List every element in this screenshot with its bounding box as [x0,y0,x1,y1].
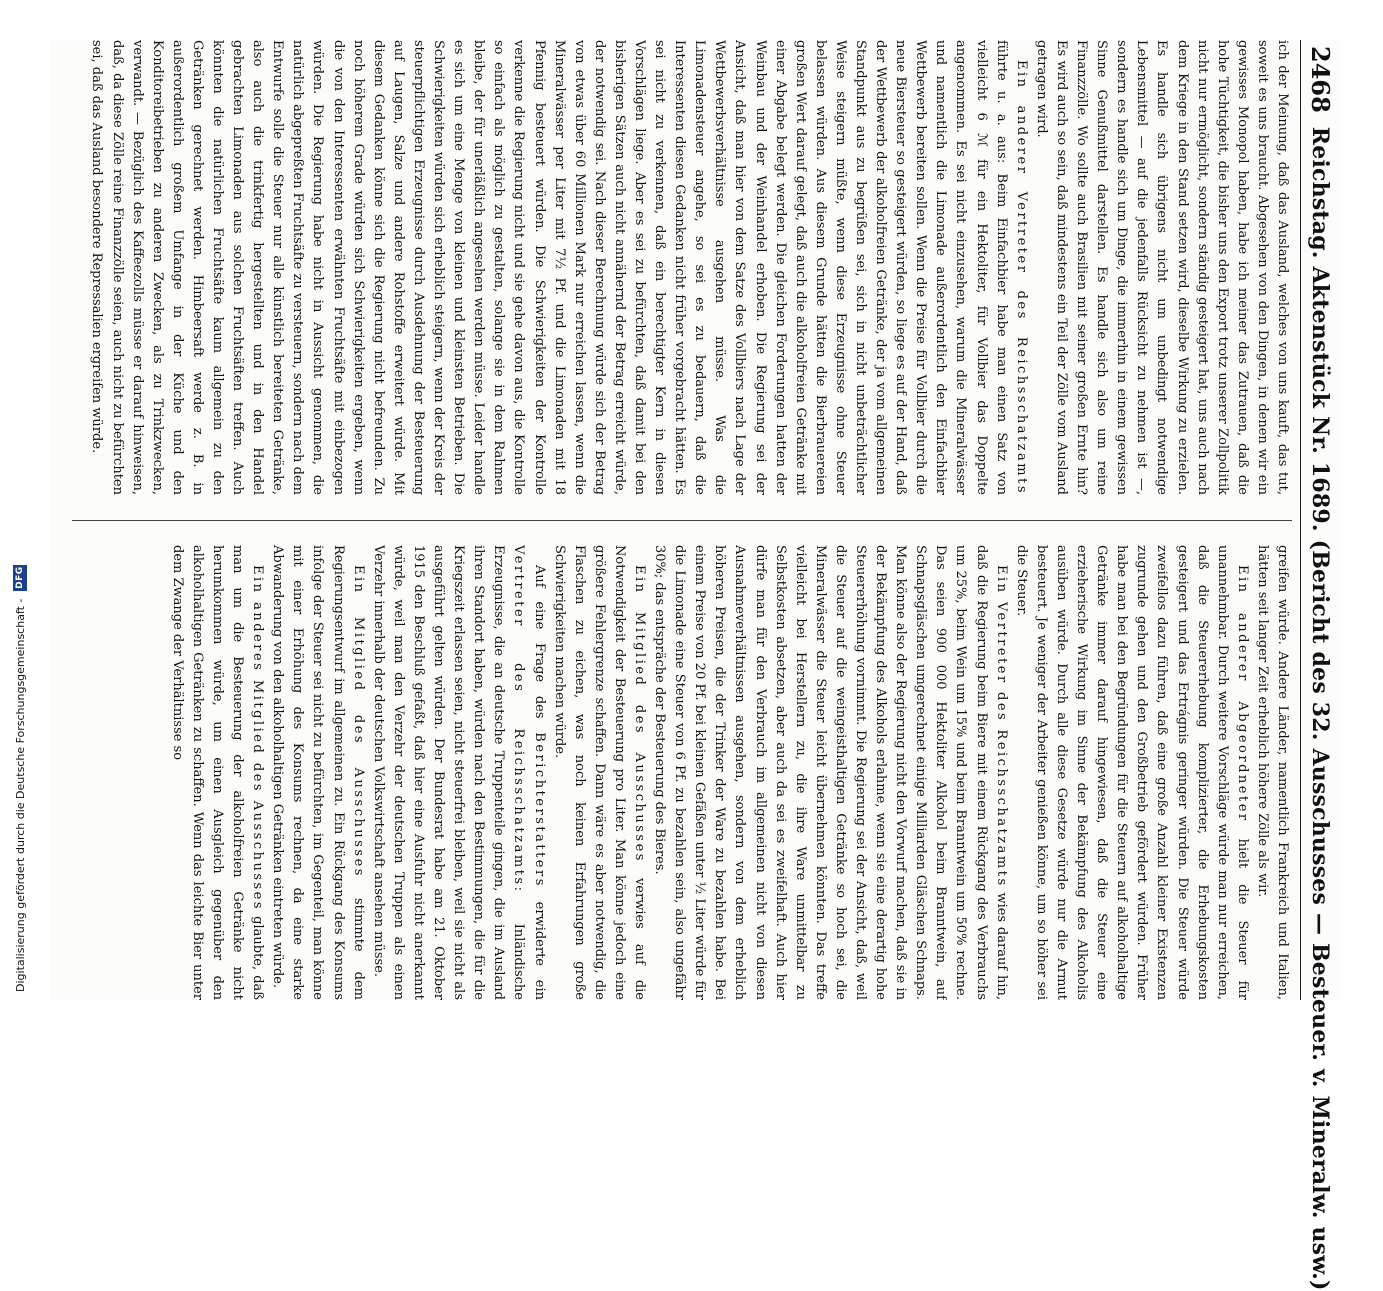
paragraph: ich der Meinung, daß das Ausland, welches von uns kauft, das tut, soweit es uns braucht. Abgesehen von den Dingen, in denen wir ein gewisses Monopol haben, habe ich meiner das Zutrauen, daß die hohe Tüchtigkeit, die bisher uns den Export trotz unserer Zollpolitik nicht nur ermöglicht, sondern ständig gesteigert hat, uns auch nach dem Kriege in den Stand setzen wird, dieselbe Wirkung zu erzielen. Es handle sich übrigens nicht um unbedingt notwendige Lebensmittel — auf die jedenfalls Rücksicht zu nehmen ist —, sondern es handle sich um Dinge, die immerhin in einem gewissen Sinne Genußmittel darstellen. Es handle sich also um reine Finanzzölle. Wo sollte auch Brasilien mit seiner großen Ernte hin? Es wird auch so sein, daß mindestens ein Teil der Zölle vom Ausland getragen wird. [1033,40,1290,495]
digitization-note-text: Digitalisierung gefördert durch die Deutsche Forschungsgemeinschaft - [13,598,27,992]
speaker-label: Ein Vertreter des Reichsschatzamts [993,565,1009,888]
column-divider [72,520,1292,521]
paragraph-body: glaubte, daß man um die Besteuerung der alkoholfreien Getränke nicht herumkommen würde, um einen Ausgleich gegenüber den alkoholhaltigen Getränken zu schaffen. Wenn das leichte Bier unter dem Zwange der Verhältnisse so [169,545,266,1000]
running-head: Reichstag. Aktenstück Nr. 1689. (Bericht des 32. Ausschusses — Besteuer. v. Mineralw. usw.) [1307,126,1334,1291]
speaker-label: Vertreter des Reichsschatzamts [511,545,527,887]
text-column-left [57,40,1292,495]
speaker-label: Ein Mitglied des Ausschusses [350,565,366,878]
paragraph [86,40,1030,495]
paragraph [1011,545,1252,1000]
paragraph-body: führte u. a. aus: Beim Einfachbier habe man einen Satz von vielleicht 6 ℳ für ein Hektoliter, für Vollbier das Doppelte angenommen. Es sei nicht einzusehen, warum die Mineralwässer und namentlich die Limonade außerordentlich den Einfachbier Wettbewerb bereiten sollen. Wenn die Preise für Vollbier durch die neue Biersteuer so gesteigert würden, so liege es auf der Hand, daß der Wettbewerb der alkoholfreien Getränke, der ja vom allgemeinen Standpunkt aus zu begrüßen sei, sich in nicht unbeträchtlicher Weise steigern müßte, wenn diese Erzeugnisse ohne Steuer belassen würden. Aus diesem Grunde hätten die Bierbrauereien großen Wert darauf gelegt, daß auch die alkoholfreien Getränke mit einer Abgabe belegt werden. Die gleichen Forderungen hatten der Weinbau und der Weinhandel erhoben. Die Regierung sei der Ansicht, daß man hier von dem Satze des Vollbiers nach Lage der Wettbewerbsverhältnisse ausgehen müsse. Was die Limonadensteuer angehe, so sei es zu bedauern, daß die Interessenten diesen Gedanken nicht früher vorgebracht hätten. Es sei nicht zu verkennen, daß ein berechtigter Kern in diesen Vorschlägen liege. Aber es sei zu befürchten, daß damit bei den bisherigen Sätzen auch nicht annähernd der Betrag erreicht würde, der notwendig sei. Nach dieser Berechnung würde sich der Betrag von etwas über 60 Millionen Mark nur erreichen lassen, wenn die Mineralwässer per Liter mit 7½ Pf. und die Limonaden mit 18 Pfennig besteuert würden. Die Schwierigkeiten der Kontrolle verkenne die Regierung nicht und sie gehe davon aus, die Kontrolle so einfach als möglich zu gestalten, solange sie in dem Rahmen bleibe, der für unerläßlich angesehen werden müsse. Leider handle es sich um eine Menge von kleinen und kleinsten Betrieben. Die Schwierigkeiten würden sich erheblich steigern, wenn der Kreis der steuerpflichtigen Erzeugnisse durch Ausdehnung der Besteuerung auf Laugen, Salze und andere Rohstoffe erweitert würde. Mit diesem Gedanken könne sich die Regierung nicht befreunden. Zu noch höherem Grade würden sich Schwierigkeiten ergeben, wenn die von den Interessenten erwähnten Fruchtsäfte mit einbezogen würden. Die Regierung habe nicht in Aussicht genommen, die natürlich abgepreßten Fruchtsäfte zu versteuern, sondern nach dem Entwurfe solle die Steuer nur alle künstlich bereiteten Getränke, also auch die trinkfertig hergestellten und in den Handel gebrachten Limonaden aus solchen Fruchtsäften treffen. Auch könnten die natürlichen Fruchtsäfte kaum allgemein zu den Getränken gerechnet werden. Himbeersaft werde z. B. in außerordentlich großem Umfange in der Küche und den Konditoreibetrieben zu anderen Zwecken, als zu Trinkzwecken, verwandt. — Bezüglich des Kaffeezolls müsse er darauf hinweisen, daß, da diese Zölle reine Finanzzölle seien, auch nicht zu befürchten sei, daß das Ausland besondere Repressalien ergreifen würde. [89,40,1009,495]
paragraph-body: verwies auf die Notwendigkeit der Besteuerung pro Liter. Man könne jedoch eine größere Fehlergrenze schaffen. Dann wäre es aber notwendig, die Flaschen zu eichen, was noch keinen Erfahrungen große Schwierigkeiten machen würde. [551,545,647,1000]
paragraph-body: erwiderte ein [531,887,547,1000]
paragraph-body: : Inländische Erzeugnisse, die an deutsche Truppenteile gingen, die im Ausland ihren Standort haben, würden nach den Bestimmungen, die für die Kriegszeit erlassen seien, nicht steuerfrei bleiben, weil sie nicht als ausgeführt gelten würden. Der Bundesrat habe am 21. Oktober 1915 den Beschluß gefaßt, daß hier eine Ausfuhr nicht anerkannt würde, weil man den Verzehr der deutschen Truppen als einen Verzehr innerhalb der deutschen Volkswirtschaft ansehen müsse. [370,545,527,1000]
paragraph-body: wies darauf hin, daß die Regierung beim Biere mit einem Rückgang des Verbrauchs um 25%, beim Wein um 15% und beim Branntwein um 50% rechne. Das seien 900 000 Hektoliter Alkohol beim Branntwein, auf Schnapsgläschen umgerechnet einige Milliarden Gläschen Schnaps. Man könne also der Regierung nicht den Vorwurf machen, daß sie in der Bekämpfung des Alkohols erlahme, wenn sie eine derartig hohe Steuererhöhung vornimmt. Die Regierung sei der Ansicht, daß, weil die Steuer auf die weingeisthaltigen Getränke so hoch sei, die Mineralwässer die Steuer leicht übernehmen könnten. Das treffe vielleicht bei Herstellern zu, die ihre Ware unmittelbar zu Selbstkosten absetzen, aber auch da sei es zweifelhaft. Auch hier dürfe man für den Verbrauch im allgemeinen nicht von diesen Ausnahmeverhältnissen ausgehen, sondern von dem erheblich höheren Preisen, die der Trinker der Ware zu bezahlen habe. Bei einem Preise von 20 Pf. bei kleinen Gefäßen unter ½ Liter würde für die Limonade eine Steuer von 6 Pf. zu bezahlen sein, also ungefähr 30%; das entspräche der Besteuerung des Bieres. [652,545,1009,1000]
dfg-logo-icon: DFG [15,566,25,589]
speaker-label: Berichterstatters [531,732,547,888]
paragraph-body: hielt die Steuer für unannehmbar. Durch weitere Vorschläge würde man nur erreichen, daß die Steuererhebung komplizierter, die Erhebungskosten gesteigert und das Ertrágnis geringer würden. Die Steuer würde zweifellos dazu führen, daß eine große Anzahl kleiner Existenzen zugrunde gehen und den Großbetrieb gefördert würden. Früher habe man bei den Begründungen für die Steuern auf alkoholhaltige Getränke immer darauf hingewiesen, daß die Steuer eine erzieherische Wirkung im Sinne der Bekämpfung des Alkoholis ausüben würde. Durch alle diese Gesetze würde nur die Armut besteuert. Je weniger der Arbeiter genießen könne, um so höher sei die Steuer. [1013,545,1250,1000]
speaker-label: Ein anderer Abgeordneter [1234,565,1250,823]
page-header [1300,40,1340,1291]
paragraph [649,545,1011,1000]
paragraph: greifen würde. Andere Länder, namentlich Frankreich und Italien, hätten seit langer Zeit erheblich höhere Zölle als wir. [1254,545,1290,1000]
scanned-page [50,40,1340,1291]
digitization-note [10,2,30,992]
page-number: 2468 [1306,46,1335,113]
paragraph-body: stimmte dem Regierungsentwurf im allgemeinen zu. Ein Rückgang des Konsums infolge der Steuer sei nicht zu befürchten, im Gegenteil, man könne mit einer Erhöhung des Konsums rechnen, da eine starke Abwanderung von den alkoholhaltigen Getränken eintreten würde. [270,545,366,1000]
speaker-label: Ein anderes Mitglied des Ausschusses [250,565,266,912]
speaker-label: Ein Mitglied des Ausschusses [632,565,647,863]
text-column-right [57,545,1292,1000]
speaker-label: Ein anderer Vertreter des Reichsschatzamts [1013,60,1029,495]
paragraph [167,545,267,1000]
paragraph [368,545,549,1000]
paragraph-body: Auf eine Frage des [531,565,547,733]
paragraph [549,545,649,1000]
paragraph [267,545,367,1000]
